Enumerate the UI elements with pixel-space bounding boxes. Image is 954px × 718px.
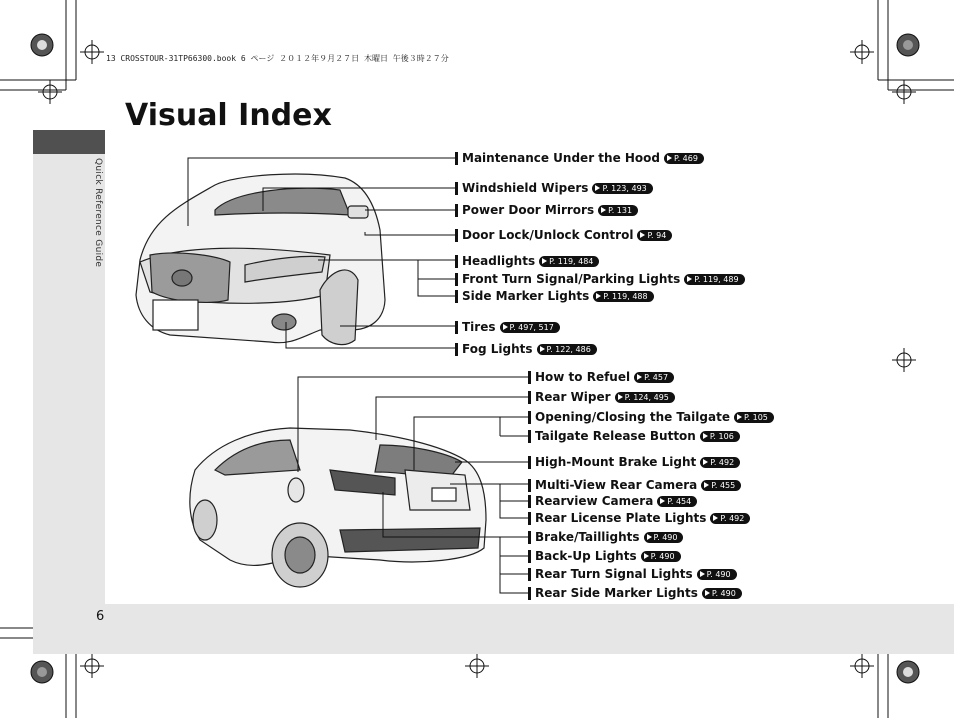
callout-rear-wiper[interactable] xyxy=(528,389,675,405)
arrow-icon xyxy=(596,293,601,299)
page-ref-link[interactable]: P. 490 xyxy=(697,569,737,580)
sidebar-section-label: Quick Reference Guide xyxy=(93,158,103,268)
arrow-icon xyxy=(618,394,623,400)
callout-front-turn-signal[interactable] xyxy=(455,271,745,287)
callout-headlights[interactable] xyxy=(455,253,599,269)
callout-label: Rear License Plate Lights xyxy=(535,511,707,525)
arrow-icon xyxy=(595,185,600,191)
callout-windshield-wipers[interactable] xyxy=(455,180,653,196)
front-car-illustration xyxy=(136,174,385,345)
callout-rearview-camera[interactable] xyxy=(528,493,697,509)
page-ref-link[interactable]: P. 119, 489 xyxy=(684,274,744,285)
callout-label: Tailgate Release Button xyxy=(535,429,696,443)
callout-rear-side-marker-lights[interactable] xyxy=(528,585,742,601)
callout-label: Power Door Mirrors xyxy=(462,203,595,217)
arrow-icon xyxy=(601,207,606,213)
callout-label: Fog Lights xyxy=(462,342,533,356)
arrow-icon xyxy=(704,482,709,488)
callout-label: Back-Up Lights xyxy=(535,549,637,563)
callout-label: Rear Wiper xyxy=(535,390,611,404)
arrow-icon xyxy=(703,433,708,439)
page-ref-link[interactable]: P. 492 xyxy=(700,457,740,468)
page-ref-link[interactable]: P. 105 xyxy=(734,412,774,423)
arrow-icon xyxy=(687,276,692,282)
arrow-icon xyxy=(542,258,547,264)
callout-label: Side Marker Lights xyxy=(462,289,590,303)
page-ref-link[interactable]: P. 454 xyxy=(657,496,697,507)
callout-multi-view-rear-camera[interactable] xyxy=(528,477,741,493)
callout-side-marker-lights[interactable] xyxy=(455,288,654,304)
callout-label: Opening/Closing the Tailgate xyxy=(535,410,730,424)
arrow-icon xyxy=(705,590,710,596)
arrow-icon xyxy=(644,553,649,559)
page-ref-link[interactable]: P. 106 xyxy=(700,431,740,442)
callout-brake-taillights[interactable] xyxy=(528,529,683,545)
page-ref-link[interactable]: P. 119, 484 xyxy=(539,256,599,267)
arrow-icon xyxy=(667,155,672,161)
callout-label: Rear Turn Signal Lights xyxy=(535,567,693,581)
callout-label: Windshield Wipers xyxy=(462,181,589,195)
print-header: 13 CROSSTOUR-31TP66300.book 6 ページ ２０１２年９月２７日 木曜日 午後３時２７分 xyxy=(106,54,449,63)
page-ref-link[interactable]: P. 469 xyxy=(664,153,704,164)
page-number: 6 xyxy=(96,609,105,624)
callout-label: Headlights xyxy=(462,254,536,268)
page-ref-link[interactable]: P. 490 xyxy=(641,551,681,562)
callout-fog-lights[interactable] xyxy=(455,341,597,357)
callout-label: Front Turn Signal/Parking Lights xyxy=(462,272,681,286)
callout-rear-license-plate-lights[interactable] xyxy=(528,510,750,526)
page-ref-link[interactable]: P. 119, 488 xyxy=(593,291,653,302)
callout-how-to-refuel[interactable] xyxy=(528,369,674,385)
callout-label: Rear Side Marker Lights xyxy=(535,586,698,600)
page-ref-link[interactable]: P. 490 xyxy=(702,588,742,599)
page-ref-link[interactable]: P. 123, 493 xyxy=(592,183,652,194)
arrow-icon xyxy=(647,534,652,540)
page-title: Visual Index xyxy=(125,98,332,133)
page-ref-link[interactable]: P. 124, 495 xyxy=(615,392,675,403)
callout-label: Maintenance Under the Hood xyxy=(462,151,661,165)
callout-label: High-Mount Brake Light xyxy=(535,455,697,469)
callout-label: Multi-View Rear Camera xyxy=(535,478,698,492)
page-ref-link[interactable]: P. 457 xyxy=(634,372,674,383)
arrow-icon xyxy=(637,374,642,380)
callout-power-door-mirrors[interactable] xyxy=(455,202,638,218)
callout-label: Door Lock/Unlock Control xyxy=(462,228,634,242)
arrow-icon xyxy=(660,498,665,504)
callout-label: Rearview Camera xyxy=(535,494,654,508)
page-ref-link[interactable]: P. 94 xyxy=(637,230,672,241)
page-ref-link[interactable]: P. 122, 486 xyxy=(537,344,597,355)
callout-maintenance-under-hood[interactable] xyxy=(455,150,704,166)
page-ref-link[interactable]: P. 455 xyxy=(701,480,741,491)
arrow-icon xyxy=(503,324,508,330)
arrow-icon xyxy=(703,459,708,465)
callout-tires[interactable] xyxy=(455,319,560,335)
arrow-icon xyxy=(540,346,545,352)
callout-rear-turn-signal-lights[interactable] xyxy=(528,566,737,582)
callout-opening-closing-tailgate[interactable] xyxy=(528,409,774,425)
callout-high-mount-brake-light[interactable] xyxy=(528,454,740,470)
callout-label: Tires xyxy=(462,320,496,334)
callout-label: Brake/Taillights xyxy=(535,530,640,544)
arrow-icon xyxy=(737,414,742,420)
callout-label: How to Refuel xyxy=(535,370,631,384)
callout-tailgate-release-button[interactable] xyxy=(528,428,740,444)
callout-back-up-lights[interactable] xyxy=(528,548,681,564)
page-ref-link[interactable]: P. 497, 517 xyxy=(500,322,560,333)
page-ref-link[interactable]: P. 490 xyxy=(644,532,684,543)
arrow-icon xyxy=(700,571,705,577)
arrow-icon xyxy=(713,515,718,521)
rear-car-illustration xyxy=(190,428,486,587)
page-ref-link[interactable]: P. 492 xyxy=(710,513,750,524)
page-ref-link[interactable]: P. 131 xyxy=(598,205,638,216)
callout-door-lock-unlock[interactable] xyxy=(455,227,672,243)
arrow-icon xyxy=(640,232,645,238)
